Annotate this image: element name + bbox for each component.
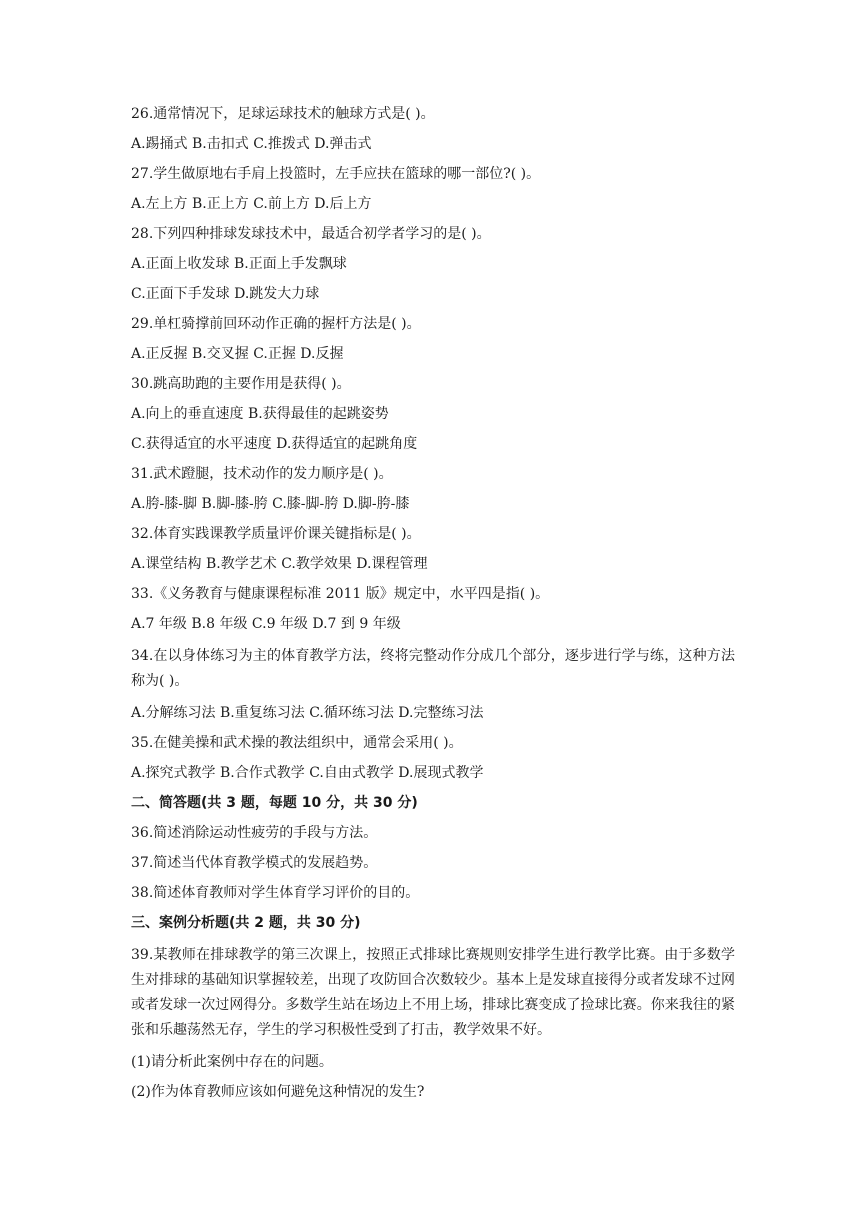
question-31-options: A.胯-膝-脚 B.脚-膝-胯 C.膝-脚-胯 D.脚-胯-膝 [131, 496, 410, 512]
question-35: 35.在健美操和武术操的教法组织中，通常会采用( )。 [131, 735, 463, 751]
section-heading-case-analysis: 三、案例分析题(共 2 题，共 30 分) [131, 915, 361, 931]
question-26: 26.通常情况下，足球运球技术的触球方式是( )。 [131, 106, 435, 122]
question-31: 31.武术蹬腿，技术动作的发力顺序是( )。 [131, 466, 393, 482]
question-33-options: A.7 年级 B.8 年级 C.9 年级 D.7 到 9 年级 [131, 616, 401, 632]
question-30-options-ab: A.向上的垂直速度 B.获得最佳的起跳姿势 [131, 406, 389, 422]
question-27-options: A.左上方 B.正上方 C.前上方 D.后上方 [131, 196, 372, 212]
question-33: 33.《义务教育与健康课程标准 2011 版》规定中，水平四是指( )。 [131, 586, 550, 602]
question-28-options-ab: A.正面上收发球 B.正面上手发飘球 [131, 256, 347, 272]
question-37: 37.简述当代体育教学模式的发展趋势。 [131, 855, 378, 871]
question-30-options-cd: C.获得适宜的水平速度 D.获得适宜的起跳角度 [131, 436, 418, 452]
question-34-options: A.分解练习法 B.重复练习法 C.循环练习法 D.完整练习法 [131, 705, 484, 721]
question-29-options: A.正反握 B.交叉握 C.正握 D.反握 [131, 346, 344, 362]
question-30: 30.跳高助跑的主要作用是获得( )。 [131, 376, 351, 392]
question-28-options-cd: C.正面下手发球 D.跳发大力球 [131, 286, 320, 302]
question-35-options: A.探究式教学 B.合作式教学 C.自由式教学 D.展现式教学 [131, 765, 484, 781]
question-38: 38.简述体育教师对学生体育学习评价的目的。 [131, 885, 420, 901]
section-heading-short-answer: 二、简答题(共 3 题，每题 10 分，共 30 分) [131, 795, 418, 811]
question-32: 32.体育实践课教学质量评价课关键指标是( )。 [131, 526, 421, 542]
question-39-part-1: (1)请分析此案例中存在的问题。 [131, 1054, 333, 1070]
question-28: 28.下列四种排球发球技术中，最适合初学者学习的是( )。 [131, 226, 491, 242]
question-29: 29.单杠骑撑前回环动作正确的握杆方法是( )。 [131, 316, 421, 332]
question-36: 36.简述消除运动性疲劳的手段与方法。 [131, 825, 378, 841]
question-32-options: A.课堂结构 B.教学艺术 C.教学效果 D.课程管理 [131, 556, 428, 572]
question-34: 34.在以身体练习为主的体育教学方法，终将完整动作分成几个部分，逐步进行学与练，这种方法称为( )。 [131, 648, 735, 689]
question-26-options: A.踢捅式 B.击扣式 C.推拨式 D.弹击式 [131, 136, 372, 152]
question-27: 27.学生做原地右手肩上投篮时，左手应扶在篮球的哪一部位?( )。 [131, 166, 541, 182]
question-39-part-2: (2)作为体育教师应该如何避免这种情况的发生? [131, 1084, 425, 1100]
document-page [131, 104, 735, 1103]
question-39: 39.某教师在排球教学的第三次课上，按照正式排球比赛规则安排学生进行教学比赛。由于多数学生对排球的基础知识掌握较差，出现了攻防回合次数较少。基本上是发球直接得分或者发球不过网或者发球一次过网得分。多数学生站在场边上不用上场，排球比赛变成了捡球比赛。你来我往的紧张和乐趣荡然无存，学生的学习积极性受到了打击，教学效果不好。 [131, 947, 735, 1038]
